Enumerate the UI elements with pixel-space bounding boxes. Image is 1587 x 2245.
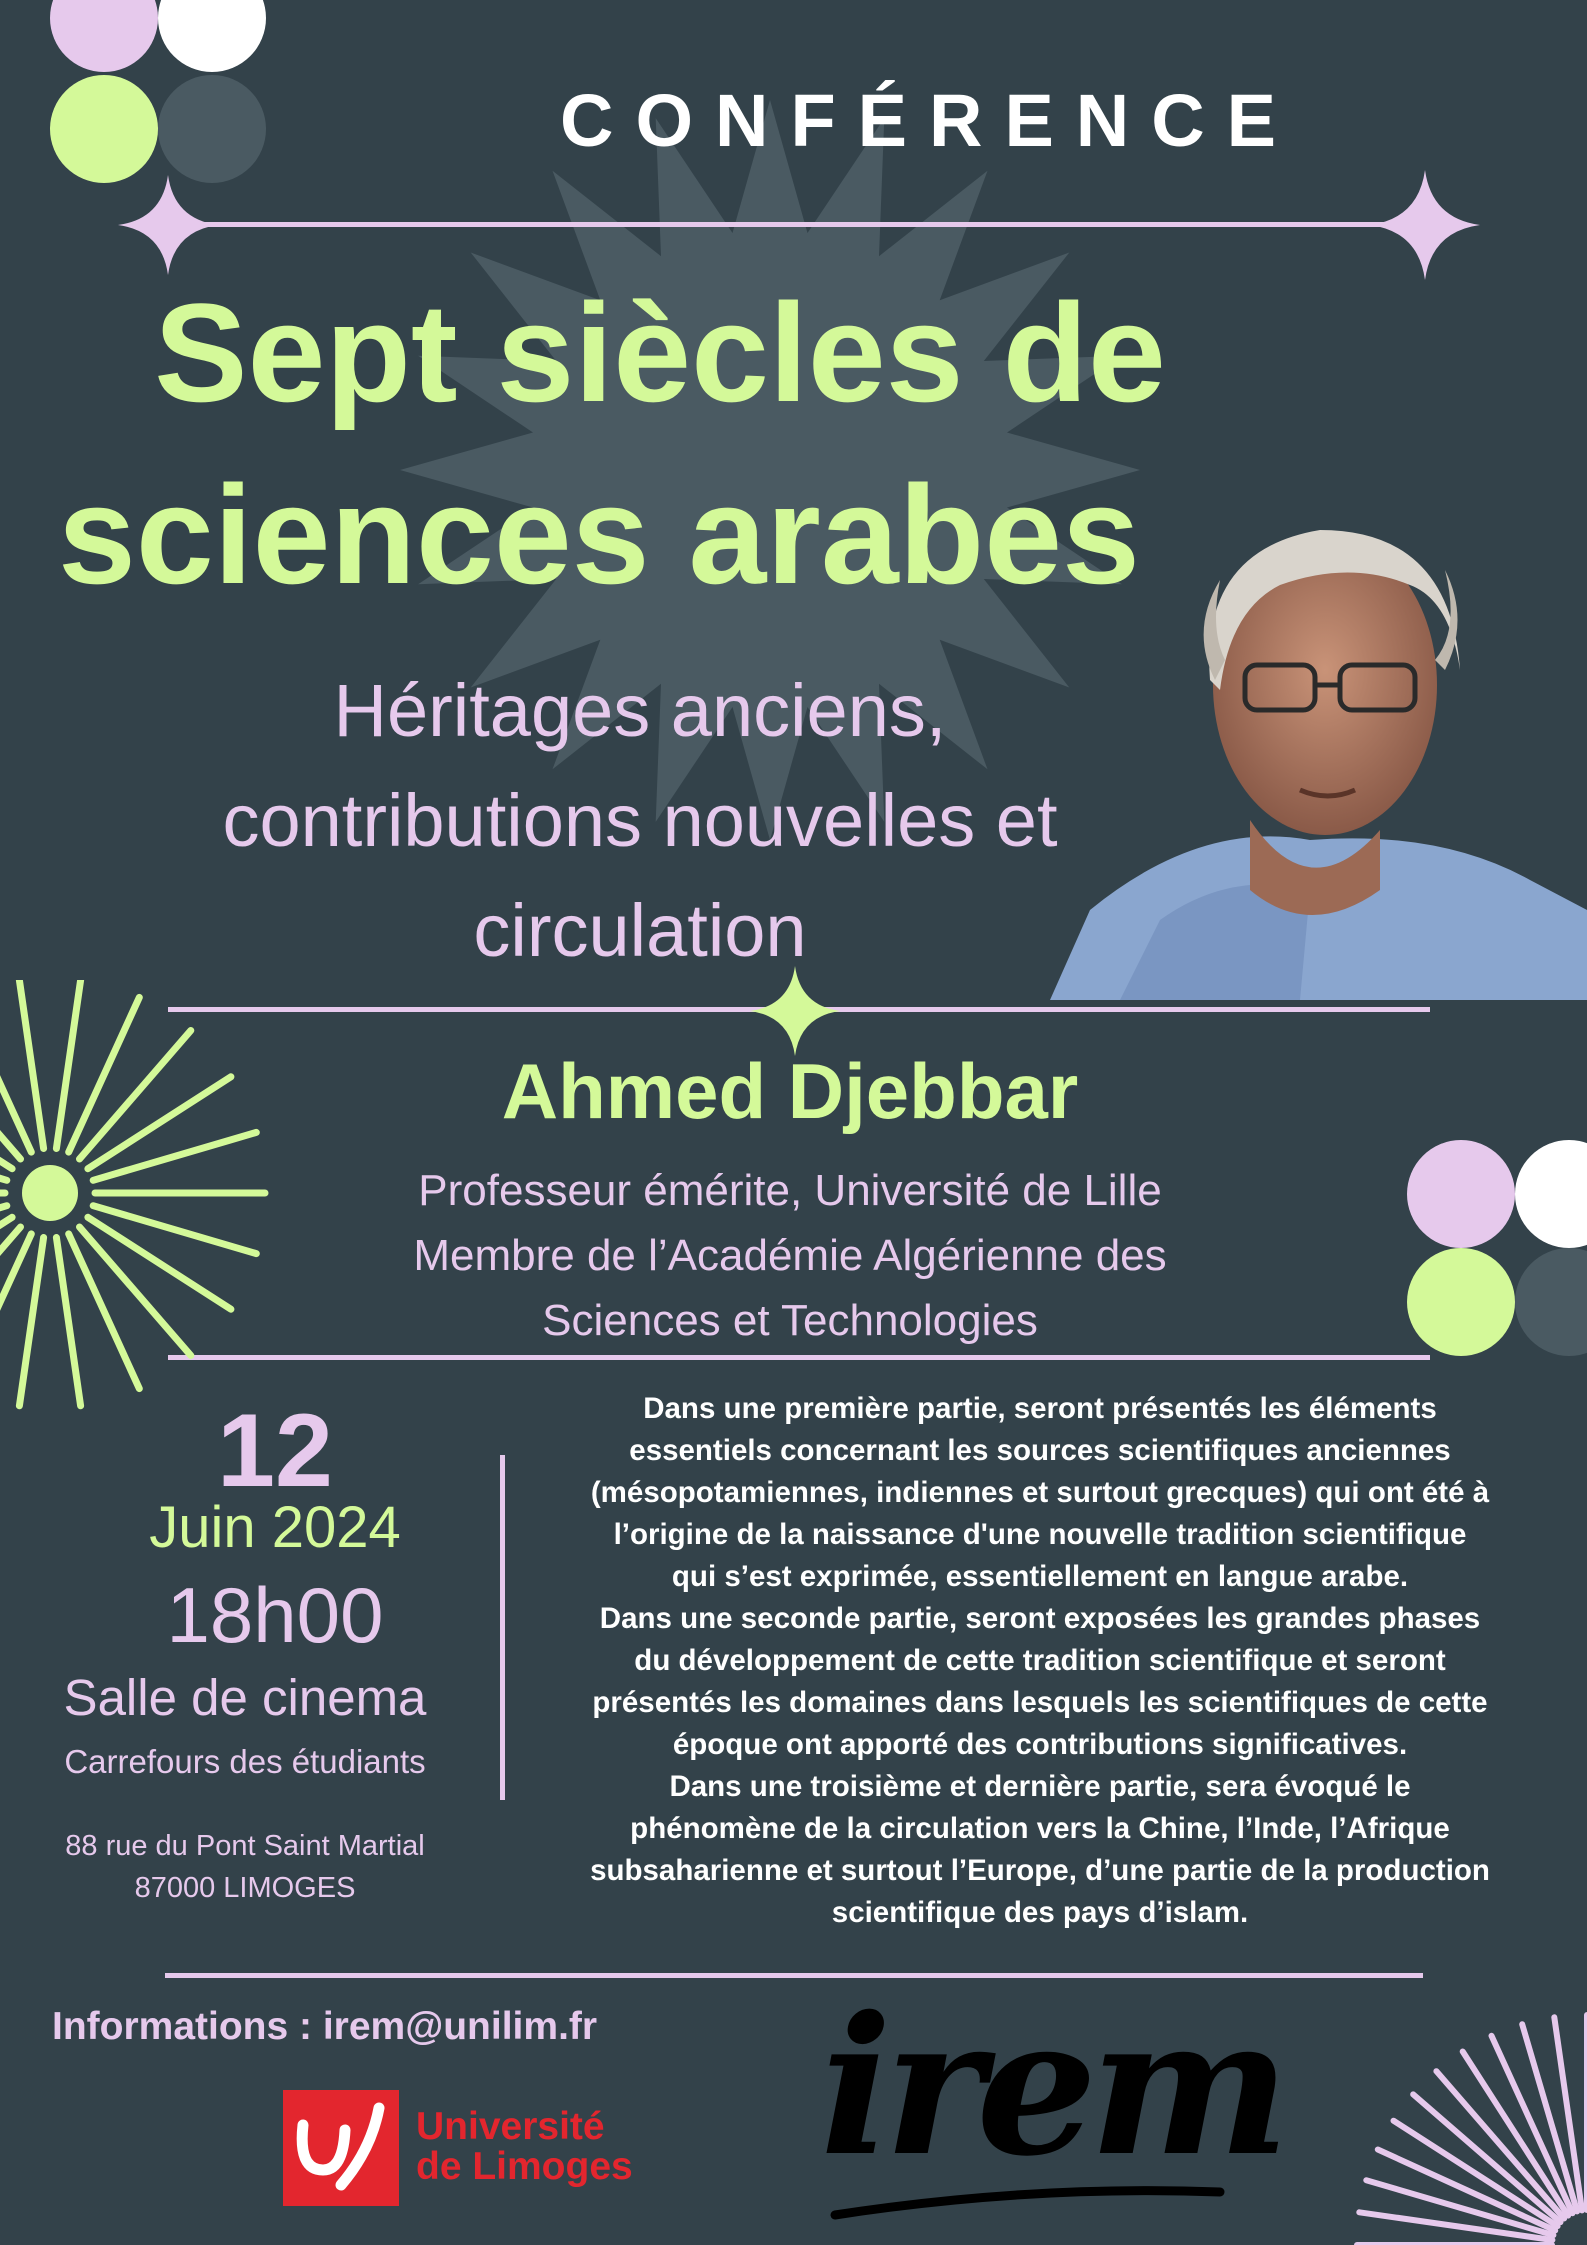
conference-label: CONFÉRENCE [560, 79, 1299, 162]
subtitle-line-3: circulation [473, 889, 807, 972]
subtitle-line-1: Héritages anciens, [333, 669, 947, 752]
speaker-bottom-divider [168, 1355, 1430, 1360]
event-day: 12 [217, 1393, 333, 1509]
irem-logo-underline [830, 2180, 1230, 2230]
speaker-title-line-1: Professeur émérite, Université de Lille [418, 1166, 1162, 1215]
sparkle-star-icon [118, 175, 218, 275]
starburst-ray [56, 980, 80, 1148]
address-line-2: 87000 LIMOGES [134, 1872, 356, 1904]
venue-name: Salle de cinema [63, 1669, 427, 1726]
subtitle [70, 656, 1210, 986]
starburst-ray [19, 1238, 43, 1406]
university-line-2: de Limoges [416, 2145, 633, 2188]
abstract-line: Dans une seconde partie, seront exposées les grandes phases [599, 1602, 1481, 1635]
starburst-ray [56, 1238, 80, 1406]
speaker-name: Ahmed Djebbar [501, 1047, 1079, 1135]
abstract-line: essentiels concernant les sources scientifiques anciennes [629, 1434, 1451, 1467]
abstract-line: époque ont apporté des contributions significatives. [672, 1728, 1408, 1761]
abstract-text [525, 1388, 1555, 1934]
column-divider [500, 1455, 505, 1800]
decor-circle-grey [158, 75, 266, 183]
university-line-1: Université [416, 2105, 605, 2148]
starburst-ray [93, 1206, 256, 1254]
decor-circle-green-right [1407, 1248, 1515, 1356]
abstract-line: présentés les domaines dans lesquels les scientifiques de cette [592, 1686, 1488, 1719]
contact-info[interactable]: Informations : irem@unilim.fr [52, 2005, 598, 2048]
venue-detail: Carrefours des étudiants [64, 1743, 426, 1780]
decor-circle-lilac-right [1407, 1140, 1515, 1248]
abstract-line: (mésopotamiennes, indiennes et surtout grecques) qui ont été à [590, 1476, 1490, 1509]
event-month-year: Juin 2024 [149, 1495, 401, 1560]
address-line-1: 88 rue du Pont Saint Martial [65, 1830, 425, 1862]
abstract-line: l’origine de la naissance d'une nouvelle tradition scientifique [613, 1518, 1467, 1551]
top-divider [165, 222, 1430, 227]
sparkle-star-icon [1370, 170, 1480, 280]
university-logo-icon [283, 2090, 399, 2206]
abstract-line: subsaharienne et surtout l’Europe, d’une partie de la production [590, 1854, 1490, 1887]
abstract-line: du développement de cette tradition scientifique et seront [634, 1644, 1446, 1677]
university-logo-text [416, 2107, 716, 2187]
starburst-icon [0, 980, 280, 1420]
speaker-title-line-3: Sciences et Technologies [542, 1296, 1038, 1345]
title-line-2: sciences arabes [58, 456, 1140, 613]
subtitle-line-2: contributions nouvelles et [222, 779, 1058, 862]
decor-circle-green [50, 75, 158, 183]
abstract-line: phénomène de la circulation vers la Chine, l’Inde, l’Afrique [630, 1812, 1450, 1845]
title-line-1: Sept siècles de [154, 274, 1166, 431]
starburst-ray [93, 1132, 256, 1180]
venue-address [15, 1825, 475, 1909]
speaker-title-line-2: Membre de l’Académie Algérienne des [413, 1231, 1167, 1280]
speaker-photo [1050, 490, 1587, 1000]
abstract-line: Dans une troisième et dernière partie, sera évoqué le [669, 1770, 1411, 1803]
starburst-icon [1340, 2010, 1587, 2245]
abstract-line: scientifique des pays d’islam. [831, 1896, 1249, 1929]
event-time: 18h00 [166, 1571, 384, 1659]
irem-logo: irem [820, 1975, 1283, 2198]
abstract-line: Dans une première partie, seront présentés les éléments [643, 1392, 1437, 1425]
starburst-ray [19, 980, 43, 1148]
speaker-titles [300, 1158, 1280, 1353]
sparkle-star-icon [750, 966, 840, 1056]
abstract-line: qui s’est exprimée, essentiellement en langue arabe. [671, 1560, 1409, 1593]
